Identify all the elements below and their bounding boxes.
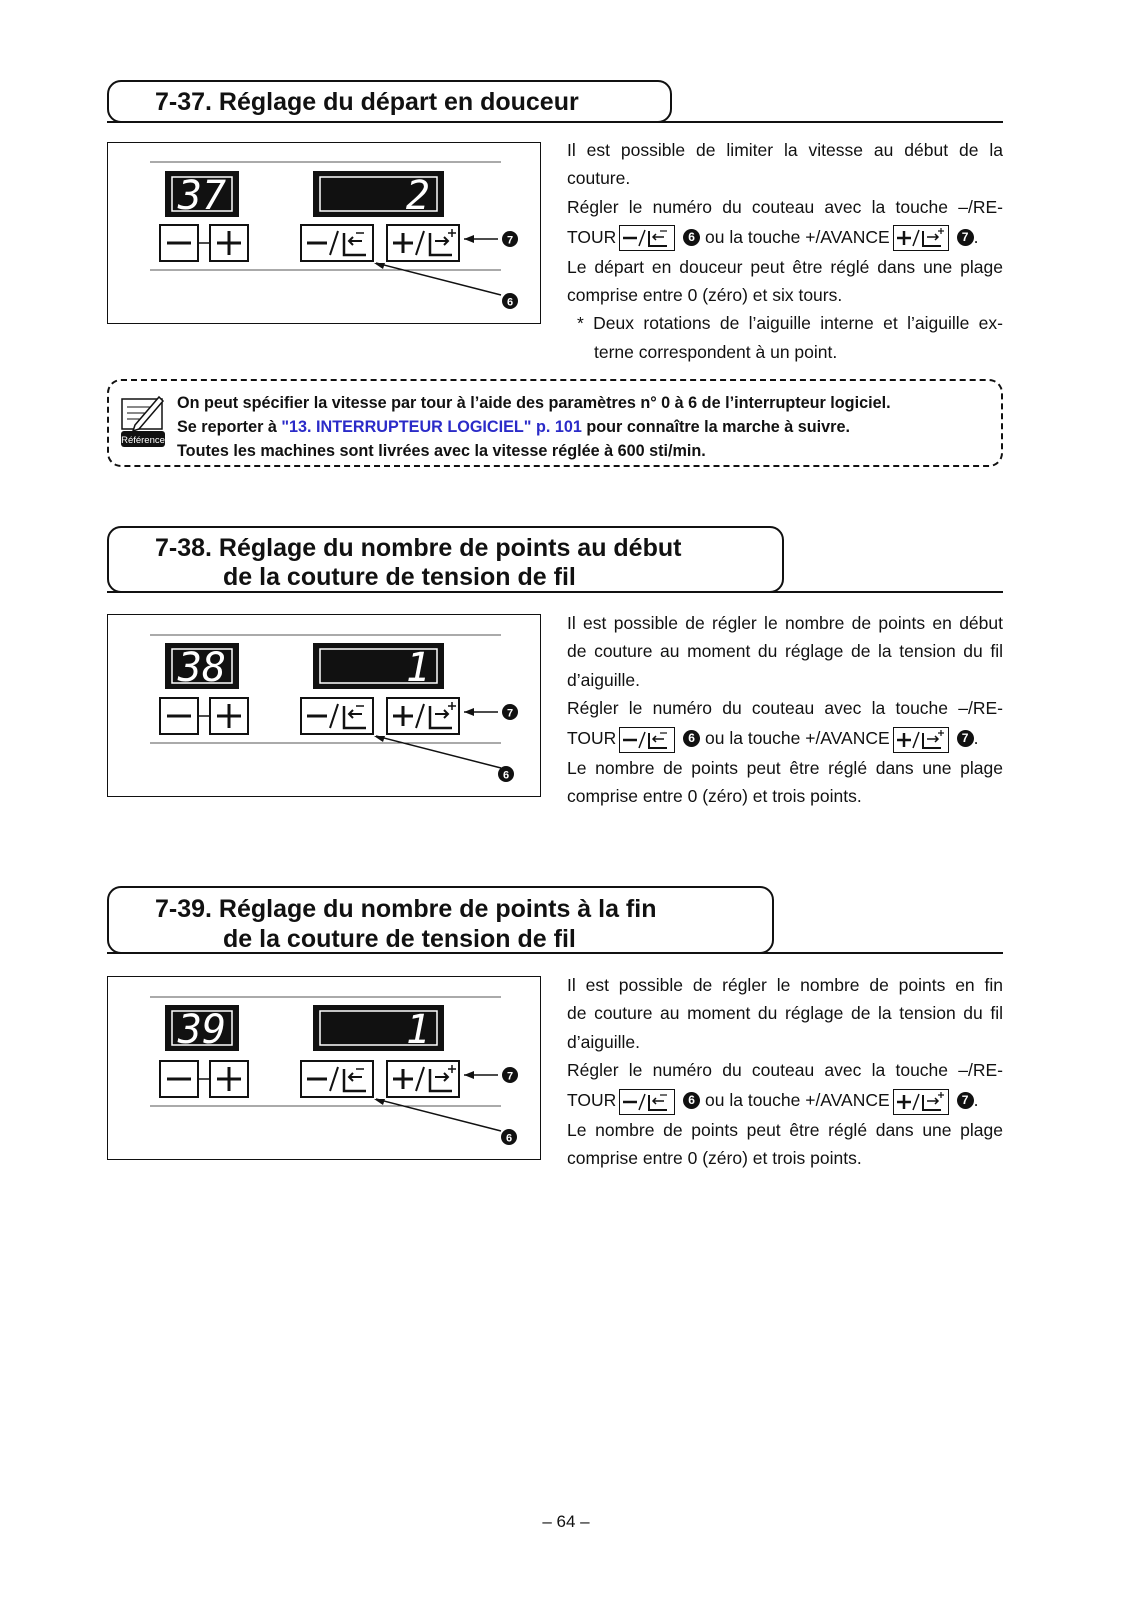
callout-6: 6 <box>502 769 510 782</box>
callout-7: 7 <box>506 1070 514 1083</box>
plus-key[interactable] <box>210 225 248 261</box>
text-line: couture. <box>567 168 631 189</box>
lcd-value-display: 1 <box>405 645 430 691</box>
control-panel-figure <box>107 614 541 797</box>
minus-key[interactable] <box>160 1061 198 1097</box>
section-title-line2: de la couture de tension de fil <box>223 925 576 953</box>
callout-7: 7 <box>506 234 514 247</box>
text-line: de couture au moment du réglage de la tension du fil <box>567 1003 1003 1024</box>
minus-return-key-icon <box>619 225 675 251</box>
text-line: Le nombre de points peut être réglé dans une plage <box>567 1120 1003 1141</box>
section-description <box>567 136 1003 366</box>
tour-label: TOUR <box>567 1090 617 1111</box>
minus-key[interactable] <box>160 698 198 734</box>
lcd-code-display: 39 <box>177 1007 227 1053</box>
section-title-box <box>107 526 784 593</box>
callout-6: 6 <box>683 229 700 246</box>
reference-note-box <box>107 379 1003 467</box>
text-line: comprise entre 0 (zéro) et trois points. <box>567 1148 862 1169</box>
or-text: ou la touche +/AVANCE <box>705 1090 890 1111</box>
text-line: comprise entre 0 (zéro) et trois points. <box>567 786 862 807</box>
plus-advance-key-icon <box>893 225 949 251</box>
text-line: comprise entre 0 (zéro) et six tours. <box>567 285 843 306</box>
text-line: Il est possible de limiter la vitesse au début de la <box>567 140 1003 160</box>
section-title-line2: de la couture de tension de fil <box>223 563 576 591</box>
plus-advance-key[interactable] <box>387 698 459 734</box>
callout-6: 6 <box>506 296 514 309</box>
plus-advance-key[interactable] <box>387 1061 459 1097</box>
callout-6: 6 <box>683 730 700 747</box>
reference-label: Référence <box>121 435 165 446</box>
text-line: Régler le numéro du couteau avec la touche –/RE- <box>567 697 1003 718</box>
tour-label: TOUR <box>567 226 617 247</box>
callout-7: 7 <box>506 707 514 720</box>
lcd-code-display: 38 <box>177 645 227 691</box>
plus-key[interactable] <box>210 1061 248 1097</box>
reference-suffix: pour connaître la marche à suivre. <box>581 418 850 436</box>
callout-6: 6 <box>505 1132 513 1145</box>
minus-return-key[interactable] <box>301 1061 373 1097</box>
reference-line: On peut spécifier la vitesse par tour à l’aide des paramètres n° 0 à 6 de l’interrupteur logiciel. <box>177 394 891 412</box>
section-title-box <box>107 886 774 954</box>
text-line: d’aiguille. <box>567 669 640 690</box>
section-title: 7-38. Réglage du nombre de points au début <box>155 534 682 562</box>
section-description <box>567 609 1003 811</box>
minus-return-key-icon <box>619 727 675 753</box>
callout-7: 7 <box>957 730 974 747</box>
text-line: Régler le numéro du couteau avec la touche –/RE- <box>567 1059 1003 1080</box>
lcd-value-display: 2 <box>405 173 430 219</box>
or-text: ou la touche +/AVANCE <box>705 226 890 247</box>
lcd-code-display: 37 <box>177 173 227 219</box>
minus-return-key-icon <box>619 1089 675 1115</box>
section-title-box <box>107 80 672 123</box>
reference-line <box>177 415 891 439</box>
control-panel-figure <box>107 142 541 324</box>
section-title: 7-39. Réglage du nombre de points à la fin <box>155 895 657 923</box>
minus-return-key[interactable] <box>301 225 373 261</box>
page-number: – 64 – <box>542 1512 590 1531</box>
callout-7: 7 <box>957 229 974 246</box>
text-line: Il est possible de régler le nombre de points en début <box>567 613 1003 633</box>
reference-link[interactable]: "13. INTERRUPTEUR LOGICIEL" p. 101 <box>281 418 582 436</box>
text-line: de couture au moment du réglage de la tension du fil <box>567 641 1003 662</box>
text-line: d’aiguille. <box>567 1031 640 1052</box>
tour-label: TOUR <box>567 728 617 749</box>
minus-return-key[interactable] <box>301 698 373 734</box>
reference-prefix: Se reporter à <box>177 418 282 436</box>
note-line: terne correspondent à un point. <box>594 341 838 362</box>
callout-6: 6 <box>683 1092 700 1109</box>
minus-key[interactable] <box>160 225 198 261</box>
key-instruction-line: TOUR 6 ou la touche +/AVANCE 7 . <box>567 722 1003 754</box>
reference-pen-icon <box>119 393 167 451</box>
text-line: Régler le numéro du couteau avec la touche –/RE- <box>567 196 1003 217</box>
section-description <box>567 971 1003 1173</box>
text-line: Le départ en douceur peut être réglé dans une plage <box>567 256 1003 277</box>
key-instruction-line: TOUR 6 ou la touche +/AVANCE 7 . <box>567 1084 1003 1116</box>
key-instruction-line: TOUR 6 ou la touche +/AVANCE 7 . <box>567 221 1003 253</box>
or-text: ou la touche +/AVANCE <box>705 728 890 749</box>
plus-key[interactable] <box>210 698 248 734</box>
plus-advance-key-icon <box>893 1089 949 1115</box>
text-line: Il est possible de régler le nombre de points en fin <box>567 975 1003 995</box>
control-panel-figure <box>107 976 541 1160</box>
reference-text <box>177 391 891 463</box>
plus-advance-key-icon <box>893 727 949 753</box>
callout-7: 7 <box>957 1092 974 1109</box>
reference-line: Toutes les machines sont livrées avec la vitesse réglée à 600 sti/min. <box>177 442 706 460</box>
text-line: Le nombre de points peut être réglé dans une plage <box>567 758 1003 779</box>
section-title: 7-37. Réglage du départ en douceur <box>155 88 579 116</box>
note-line: * Deux rotations de l’aiguille interne et l’aiguille ex- <box>577 313 1003 334</box>
plus-advance-key[interactable] <box>387 225 459 261</box>
lcd-value-display: 1 <box>405 1007 430 1053</box>
